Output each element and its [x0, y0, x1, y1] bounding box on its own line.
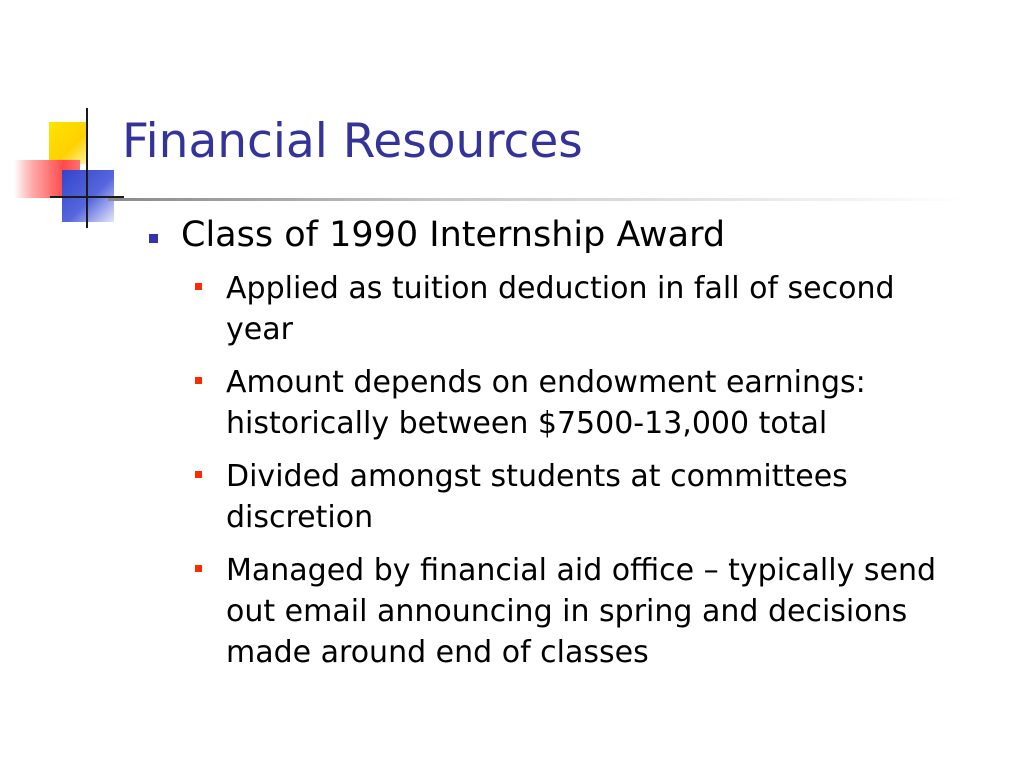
square-bullet-icon	[195, 377, 202, 384]
sub-bullet-item	[193, 456, 938, 538]
sub-bullet-text: Applied as tuition deduction in fall of second year	[226, 271, 895, 347]
slide-body	[145, 208, 975, 685]
square-bullet-icon	[195, 565, 202, 572]
title-underline-rule	[108, 198, 968, 201]
sub-bullet-item	[193, 362, 938, 444]
slide-title: Financial Resources	[122, 114, 583, 169]
bullet-level1-text: Class of 1990 Internship Award	[181, 215, 726, 255]
square-bullet-icon	[149, 234, 158, 243]
yellow-square-shape	[49, 122, 87, 164]
square-bullet-icon	[195, 471, 202, 478]
sub-bullet-item	[193, 268, 938, 350]
square-bullet-icon	[195, 283, 202, 290]
sub-bullet-text: Managed by financial aid office – typically send out email announcing in spring and decisions made around end of classes	[226, 553, 937, 670]
sub-bullet-text: Divided amongst students at committees discretion	[226, 459, 848, 535]
sub-bullet-list	[193, 268, 938, 673]
bullet-level1	[145, 208, 975, 262]
sub-bullet-text: Amount depends on endowment earnings: historically between $7500-13,000 total	[226, 365, 866, 441]
vertical-line-shape	[86, 108, 88, 228]
sub-bullet-item	[193, 550, 938, 673]
